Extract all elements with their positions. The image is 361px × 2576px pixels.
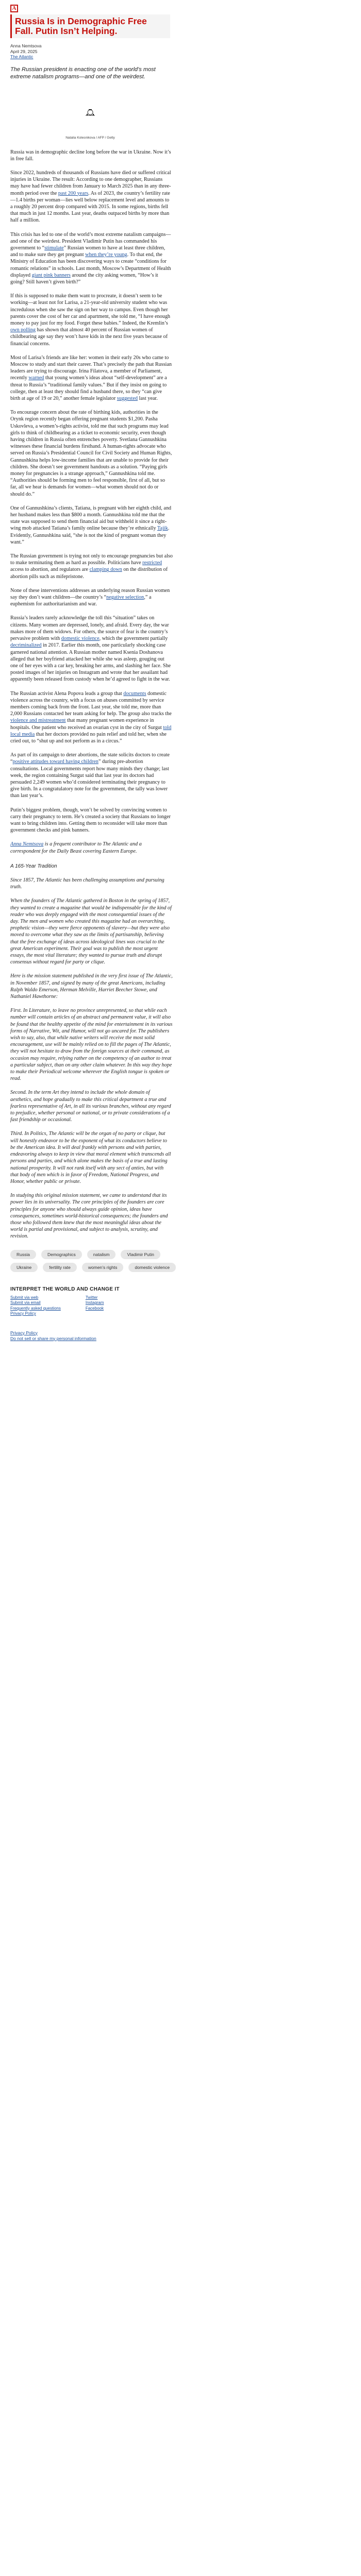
paragraph-text: . Evidently, Gannushkina said, “she is not the kind of pregnant woman they want.”: [10, 526, 170, 545]
paragraph-text: The Russian activist Alena Popova leads a group that: [10, 690, 124, 697]
article-body: [10, 149, 173, 1240]
footer-link[interactable]: Instagram: [85, 1300, 104, 1306]
photo-credit: Natalia Kolesnikova / AFP / Getty: [65, 135, 115, 140]
paragraph-text: in 2017. Earlier this month, one particularly shocking case garnered national attention. A Russian mother named Ksenia Doshanova alleged that her boyfriend attacked her while she was asleep, gouging out one of her eyes with a car key, breaking her arms, and slashing her face. She posted images of her injuries on Instagram and wrote that her assailant had apparently been released from custody when he’d agreed to fight in the war.: [10, 642, 171, 683]
inline-link-tajik[interactable]: Tajik: [157, 526, 168, 532]
lead-image: [10, 89, 170, 140]
paragraph-text: that her doctors provided no pain relief and told her, when she cried out, to “shut up and not perform as in a circus.”: [10, 731, 167, 744]
inline-link-positive-attitudes[interactable]: positive attitudes toward having children: [12, 759, 99, 765]
footer-link[interactable]: Facebook: [85, 1306, 104, 1311]
paragraph: [10, 615, 173, 683]
inline-link-decriminalized[interactable]: decriminalized: [10, 642, 42, 649]
inline-link-negative-selection[interactable]: negative selection: [106, 595, 144, 601]
tag-list: [10, 1249, 180, 1275]
paragraph: Third. In Politics, The Atlantic will be the organ of no party or clique, but will honestly endeavor to be the exponent of what its conductors believe to be the American idea. It will deal frankly with persons and with parties, endeavoring always to keep in view that moral element which transcends all persons and parties, and which alone makes the basis of a true and lasting national prosperity. It will not rank itself with any sect of anties, but with that body of men which is in favor of Freedom, National Progress, and Honor, whether public or private.: [10, 1131, 171, 1184]
paragraph-text: Since 2022, hundreds of thousands of Russians have died or suffered critical injuries in Ukraine. The result: According to one demographer, Russians may have had fewer children from January to March 2025 than in any three-month period over the: [10, 170, 171, 196]
inline-link-violence-mistreatment[interactable]: violence and mistreatment: [10, 718, 66, 724]
paragraph: When the founders of The Atlantic gathered in Boston in the spring of 1857, they wanted to create a magazine that would be indispensable for the kind of reader who was deeply engaged with the most consequential issues of the day. The men and women who created this magazine had an overarching, prophetic vision—they were fierce opponents of slavery—but they were also moved to overcome what they saw as the limits of partisanship, believing that the free exchange of ideas across ideological lines was crucial to the great American experiment. Their goal was to publish the most urgent essays, the most vital literature; they wanted to pursue truth and disrupt consensus without regard for party or clique.: [10, 898, 172, 965]
paragraph-text: None of these interventions addresses an underlying reason Russian women say they don’t want children—the country’s “: [10, 587, 170, 601]
inline-link-stimulate[interactable]: stimulate: [44, 245, 64, 251]
footer-columns: [10, 1295, 180, 1317]
inline-link-when-young[interactable]: when they’re young: [85, 252, 127, 258]
paragraph: In studying this original mission statement, we came to understand that its power lies in its universality. The core principles of the founders are core principles for anyone who should always guide opinion, ideas have consequences, sometimes world-historical consequences; the founders and those who followed them knew that the most meaningful ideas about the world is partial and provisional, and subject to analysis, scrutiny, and revision.: [10, 1193, 168, 1240]
paragraph-text: To encourage concern about the rate of birthing kids, authorities in the Orynk region recently began offering pregnant students $1,200. Pasha Uskovleva, a women’s-rights activist, told me that such programs may lead girls to think of childbearing as a ticket to economic security, even though having children in Russia often entrenches poverty. Svetlana Gannushkina witnesses these financial burdens firsthand. A human-rights advocate who served on Russia’s Presidential Council for Civil Society and Human Rights, Gannushkina helps low-income families that are unable to provide for their children. She doesn’t see government handouts as a solution. “Paying girls money for pregnancies is a strange approach,” Gannushkina told me. “Authorities should be forming men to feel responsible, first of all, but so far, all we hear is demands for women—what women should not do or should do.”: [10, 410, 172, 497]
paragraph: Second. In the term Art they intend to include the whole domain of aesthetics, and hope gradually to make this critical department a true and fearless representative of Art, in all its various branches, without any regard to prejudice, whether personal or national, or to private considerations of a fast friendship or occasional.: [10, 1090, 171, 1123]
tag-chip[interactable]: fertility rate: [43, 1263, 77, 1272]
privacy-policy-link[interactable]: Privacy Policy: [10, 1330, 38, 1335]
paragraph-text: . To that end, the Ministry of Education has been discovering ways to create “conditions for romantic relations” in schools. Last month, Moscow’s Department of Health displayed: [10, 252, 171, 278]
paragraph-text: domestic violence across the country, with a focus on abuses committed by service members coming back from the front. Last year, she told me, more than 2,000 Russians contacted her team asking for help. The group also tracks the: [10, 690, 172, 717]
do-not-sell-link[interactable]: Do not sell or share my personal information: [10, 1335, 96, 1341]
lead-photo-emblem-icon: [10, 89, 170, 136]
paragraph-text: This crisis has led to one of the world’s most extreme natalism campaigns—and one of the weirdest. President Vladimir Putin has commanded his government to “: [10, 231, 171, 251]
tag-chip[interactable]: Demographics: [41, 1250, 82, 1259]
paragraph-text: The Russian government is trying not only to encourage pregnancies but also to make terminating them as hard as possible. Politicians have: [10, 553, 173, 566]
paragraph-text: has shown that almost 40 percent of Russian women of childbearing age say they won’t have kids in the next five years because of financial concerns.: [10, 327, 168, 347]
footer-column-right: [86, 1295, 104, 1317]
paragraph-text: on the distribution of abortion pills such as mifepristone.: [10, 567, 168, 580]
paragraph: [10, 293, 173, 347]
paragraph-text: access to abortion, and regulators are: [10, 567, 90, 573]
tag-chip[interactable]: Vladimir Putin: [121, 1250, 160, 1259]
lead-photo-plate: [10, 89, 170, 136]
inline-link-clamping-down[interactable]: clamping down: [89, 567, 122, 573]
inline-link-pink-banners[interactable]: giant pink banners: [31, 272, 71, 278]
paragraph-text: ,” a euphemism for authoritarianism and war.: [10, 595, 152, 607]
paragraph-text: Most of Larisa’s friends are like her: women in their early 20s who came to Moscow to study and start their career. That’s precisely the path that Russian leaders are trying to discourage. Irina Filatova, a member of Parliament, recently: [10, 354, 172, 381]
paragraph: [10, 409, 173, 498]
author-bio: [10, 841, 173, 854]
author-name: Anna Nemtsova: [10, 43, 42, 48]
footer-link[interactable]: Twitter: [85, 1295, 98, 1300]
publish-date: April 29, 2025: [10, 48, 38, 54]
footer-link[interactable]: Submit via email: [10, 1300, 41, 1306]
site-footer: [10, 1286, 180, 1317]
headline-block: [10, 14, 170, 38]
inline-link-warned[interactable]: warned: [28, 375, 44, 381]
inline-link-own-polling[interactable]: own polling: [10, 327, 36, 333]
paragraph: [10, 149, 173, 162]
paragraph-text: Russia was in demographic decline long before the war in Ukraine. Now it’s in free fall.: [10, 149, 171, 162]
paragraph-text: , which the government partially: [99, 636, 168, 642]
author-bio-link[interactable]: Anna Nemtsova: [10, 841, 44, 848]
tag-chip[interactable]: Russia: [10, 1250, 36, 1259]
tag-chip[interactable]: natalism: [87, 1250, 116, 1259]
paragraph-text: that many pregnant women experience in hospitals. One patient who received an ovarian cyst in the city of Surgut: [10, 718, 163, 731]
paragraph-text: that young women’s ideas about “self-development” are a threat to Russia’s “traditional family values.” But if they insist on going to college, then at least they should find a husband there, so they “can give birth at age of 19 or 20,” another female legislator: [10, 375, 167, 401]
paragraph: [10, 354, 173, 402]
paragraph: First. In Literature, to leave no province unrepresented, so that while each number will contain articles of an abstract and permanent value, it will also be found that the healthy appetite of the mind for entertainment in its various forms of Narrative, Wit, and Humor, will not go uncared for. The publishers wish to say, also, that while native writers will receive the most solid encouragement, use will be mainly relied on to fill the pages of The Atlantic, they will not hesitate to draw from the foreign sources at their command, as occasion may require, relying rather on the competency of an author to treat a particular subject, than on any other claim whatever. In this way they hope to make their Periodical welcome wherever the English tongue is spoken or read.: [10, 1008, 173, 1082]
paragraph: Here is the mission statement published in the very first issue of The Atlantic, in November 1857, and signed by many of the great Americans, including Ralph Waldo Emerson, Herman Melville, Harriet Beecher Stowe, and Nathaniel Hawthorne:: [10, 973, 173, 1000]
inline-link-suggested[interactable]: suggested: [117, 396, 138, 401]
paragraph-text: One of Gannushkina’s clients, Tatiana, is pregnant with her eighth child, and her husband makes less than $800 a month. Gannushkina told me that the state was supposed to send them financial aid but withheld it since a right-wing mob attacked Tatiana’s family online because they’re ethnically: [10, 505, 172, 532]
inline-link-past-200-years[interactable]: past 200 years: [58, 190, 89, 196]
paragraph-text: . As of 2023, the country’s fertility rate—1.4 births per woman—lies well below replacement level and amounts to a roughly 20 percent drop compared with 2015. In some regions, births fell that much in just 12 months. Last year, deaths outpaced births by more than half a million.: [10, 190, 170, 224]
inline-link-documents[interactable]: documents: [123, 690, 146, 697]
paragraph: [10, 807, 173, 834]
paragraph: [10, 752, 173, 799]
footer-heading: INTERPRET THE WORLD AND CHANGE IT: [10, 1286, 120, 1292]
paragraph: Since 1857, The Atlantic has been challenging assumptions and pursuing truth.: [10, 877, 165, 890]
privacy-links: [10, 1330, 351, 1342]
footer-link[interactable]: Frequently asked questions: [10, 1306, 61, 1311]
paragraph-text: As part of its campaign to deter abortions, the state solicits doctors to create “: [10, 752, 170, 765]
paragraph-text: around the city asking women, “How’s it going? Still haven’t given birth?”: [10, 272, 158, 285]
article-title: Russia Is in Demographic Free Fall. Putin Isn’t Helping.: [15, 16, 147, 36]
paragraph: [10, 553, 173, 580]
paragraph: [10, 231, 173, 286]
paragraph: [10, 170, 173, 224]
footer-link[interactable]: Submit via web: [10, 1295, 39, 1300]
tag-chip[interactable]: domestic violence: [128, 1263, 176, 1272]
inline-link-local-media[interactable]: told local media: [10, 724, 172, 737]
author-bio-text: is a frequent contributor to The Atlantic and a correspondent for the Daily Beast covering Eastern Europe.: [10, 841, 142, 854]
byline: [10, 43, 351, 60]
paragraph-text: ” during pre-abortion consultations. Local governments report how many minds they change; last week, the region containing Surgut said that last year its doctors had persuaded 2,249 women who’d considered terminating their pregnancy to give birth. In a congratulatory note for the government, the tally was lower than last year’s.: [10, 759, 169, 799]
footer-column-left: [10, 1295, 61, 1317]
paragraph: [10, 587, 173, 608]
source-link[interactable]: The Atlantic: [10, 54, 34, 59]
paragraph-text: Russia’s leaders rarely acknowledge the toll this “situation” takes on citizens. Many women are depressed, lonely, and afraid. Every day, the war makes more of them widows. For others, the source of fear is the country’s pervasive problem with: [10, 615, 169, 642]
article-dek: The Russian president is enacting one of the world’s most extreme natalism programs—and one of the weirdest.: [10, 66, 156, 80]
paragraph-text: last year.: [137, 396, 158, 401]
paragraph-text: If this is supposed to make them want to procreate, it doesn’t seem to be working—at least not for Larisa, a 21-year-old university student who was incredulous when she saw the sign on her way to campus. Even though her parents cover the cost of her car and apartment, she told me, “I have enough money to pay just for my food. Forget these babies.” Indeed, the Kremlin’s: [10, 293, 171, 326]
tag-chip[interactable]: Ukraine: [10, 1263, 38, 1272]
inline-link-domestic-violence[interactable]: domestic violence: [61, 636, 100, 642]
footer-link[interactable]: Privacy Policy: [10, 1311, 36, 1316]
tag-chip[interactable]: women’s rights: [82, 1263, 124, 1272]
publication-logo-icon[interactable]: A: [10, 5, 18, 12]
paragraph: [10, 690, 173, 745]
brand-bar: [0, 0, 361, 12]
inline-link-restricted[interactable]: restricted: [142, 560, 162, 566]
paragraph: [10, 505, 173, 546]
section-heading: A 165-Year Tradition: [10, 863, 57, 869]
paragraph-text: Putin’s biggest problem, though, won’t be solved by convincing women to carry their pregnancy to term. He’s created a society that Russians no longer want to bring children into. Getting them to reconsider will take more than government checks and pink banners.: [10, 807, 171, 834]
paragraph-text: ” Russian women to have at least three children, and to make sure they get pregnant: [10, 245, 166, 258]
